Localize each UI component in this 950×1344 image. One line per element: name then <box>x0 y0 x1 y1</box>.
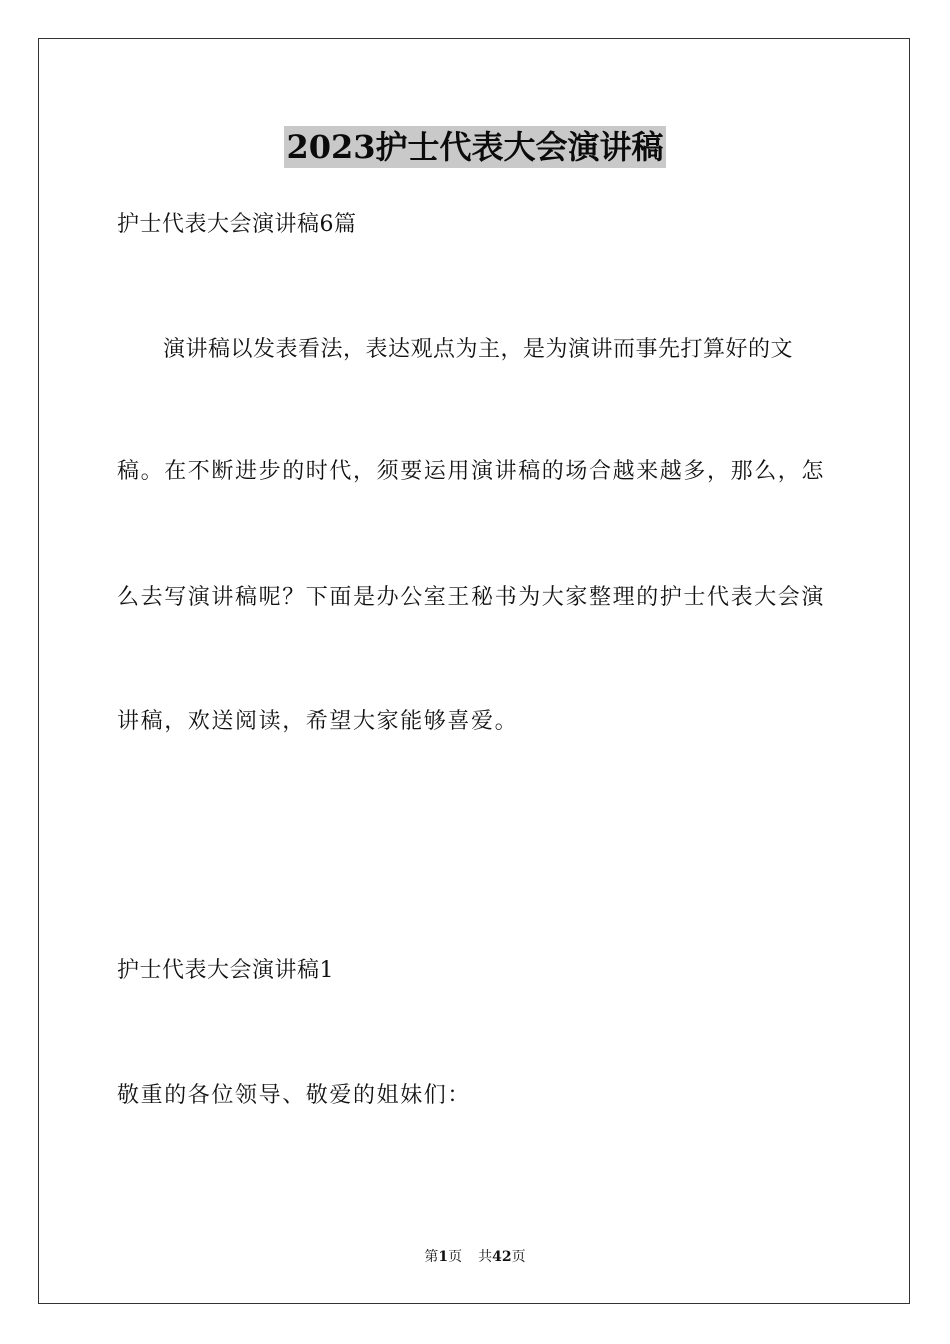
footer-page-prefix: 第 <box>424 1249 439 1265</box>
salutation: 敬重的各位领导、敬爱的姐妹们： <box>117 1083 472 1108</box>
intro-line-2: 稿。在不断进步的时代，须要运用演讲稿的场合越来越多，那么，怎 <box>117 459 826 484</box>
footer-page-total: 42 <box>492 1249 512 1265</box>
footer-total-suffix: 页 <box>511 1249 526 1265</box>
intro-line-1: 演讲稿以发表看法，表达观点为主，是为演讲而事先打算好的文 <box>163 337 794 362</box>
footer-page-current: 1 <box>438 1249 449 1265</box>
footer-page-suffix: 页 <box>448 1249 463 1265</box>
document-title: 2023护士代表大会演讲稿 <box>286 128 664 166</box>
section-heading: 护士代表大会演讲稿1 <box>117 958 334 983</box>
title-container <box>0 126 950 168</box>
intro-line-4: 讲稿，欢送阅读，希望大家能够喜爱。 <box>117 709 519 734</box>
footer-total-prefix: 共 <box>478 1249 493 1265</box>
document-subtitle: 护士代表大会演讲稿6篇 <box>117 212 357 237</box>
intro-line-3: 么去写演讲稿呢？下面是办公室王秘书为大家整理的护士代表大会演 <box>117 585 826 610</box>
page-footer <box>0 1248 950 1266</box>
